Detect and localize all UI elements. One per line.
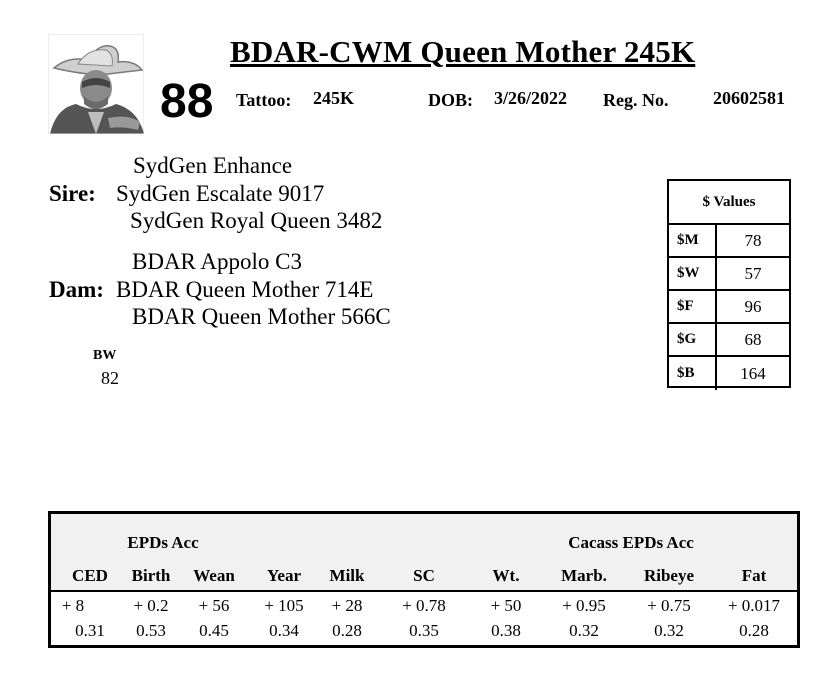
epd-value-ribeye: + 0.75 (647, 596, 691, 615)
acc-value-year: 0.34 (269, 621, 299, 640)
lot-number: 88 (160, 75, 214, 128)
reg-number-value: 20602581 (713, 88, 785, 108)
epd-value-ced: + 8 (61, 596, 85, 615)
dam-label: Dam: (49, 277, 104, 302)
dollar-row (669, 324, 789, 357)
acc-value-wean: 0.45 (199, 621, 229, 640)
reg-number-label: Reg. No. (603, 90, 669, 110)
epd-group-label: EPDs Acc (127, 533, 199, 552)
acc-value-wt: 0.38 (491, 621, 521, 640)
dollar-values-title: $ Values (669, 181, 789, 225)
epd-value-marb: + 0.95 (562, 596, 606, 615)
dollar-value: 164 (740, 363, 766, 383)
dollar-value: 78 (744, 230, 762, 250)
acc-value-marb: 0.32 (569, 621, 599, 640)
acc-value-milk: 0.28 (332, 621, 362, 640)
epd-value-milk: + 28 (331, 596, 363, 615)
epd-table (48, 511, 800, 648)
sire-dam: SydGen Royal Queen 3482 (130, 208, 383, 233)
col-header-year: Year (267, 566, 301, 585)
acc-value-sc: 0.35 (409, 621, 439, 640)
bw-label: BW (93, 348, 117, 363)
sire-sire: SydGen Enhance (133, 153, 293, 178)
dob-value: 3/26/2022 (494, 88, 568, 108)
dollar-key: $B (669, 357, 717, 390)
dollar-key: $M (669, 225, 717, 256)
dollar-value: 57 (744, 263, 762, 283)
acc-value-fat: 0.28 (739, 621, 769, 640)
dollar-key: $W (669, 258, 717, 289)
dollar-key: $F (669, 291, 717, 322)
col-header-ced: CED (72, 566, 108, 585)
epd-value-year: + 105 (264, 596, 304, 615)
epd-value-wean: + 56 (198, 596, 230, 615)
carcass-epd-group-label: Cacass EPDs Acc (568, 533, 694, 552)
col-header-birth: Birth (131, 566, 171, 585)
col-header-marb: Marb. (561, 566, 607, 585)
col-header-sc: SC (413, 566, 435, 585)
epd-value-sc: + 0.78 (402, 596, 446, 615)
sire-name: SydGen Escalate 9017 (116, 181, 325, 206)
tattoo-label: Tattoo: (236, 90, 292, 110)
dollar-values-box (667, 179, 791, 388)
epd-table-header (51, 514, 797, 592)
bw-value: 82 (101, 368, 119, 388)
sire-label: Sire: (49, 181, 96, 206)
acc-value-ced: 0.31 (75, 621, 105, 640)
dollar-value: 96 (744, 296, 762, 316)
dollar-row (669, 258, 789, 291)
cowboy-photo-icon (48, 34, 144, 134)
acc-value-ribeye: 0.32 (654, 621, 684, 640)
dollar-row (669, 291, 789, 324)
col-header-milk: Milk (329, 566, 365, 585)
epd-value-wt: + 50 (490, 596, 522, 615)
col-header-wean: Wean (193, 566, 235, 585)
tattoo-value: 245K (313, 88, 355, 108)
dam-sire: BDAR Appolo C3 (132, 249, 302, 274)
col-header-wt: Wt. (492, 566, 520, 585)
dollar-key: $G (669, 324, 717, 355)
dollar-row (669, 225, 789, 258)
dollar-row (669, 357, 789, 390)
dam-dam: BDAR Queen Mother 566C (132, 304, 391, 329)
col-header-fat: Fat (741, 566, 767, 585)
epd-value-birth: + 0.2 (133, 596, 169, 615)
acc-value-birth: 0.53 (136, 621, 166, 640)
animal-name-title: BDAR-CWM Queen Mother 245K (230, 34, 696, 69)
col-header-ribeye: Ribeye (643, 566, 695, 585)
dob-label: DOB: (428, 90, 473, 110)
dam-name: BDAR Queen Mother 714E (116, 277, 374, 302)
epd-value-fat: + 0.017 (727, 596, 781, 615)
dollar-value: 68 (744, 329, 762, 349)
